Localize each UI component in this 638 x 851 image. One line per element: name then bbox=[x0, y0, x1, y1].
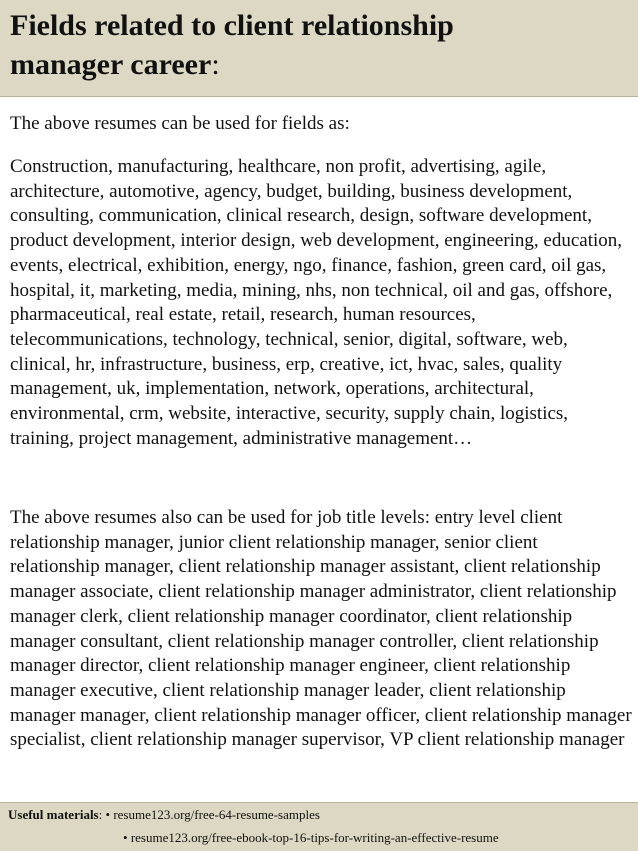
job-levels-paragraph: The above resumes also can be used for job title levels: entry level client relationship manager, junior client relationship manager, senior client relationship manager, client relationship manager assistant, client relationship manager associate, client relationship manager administrator, client relationship manager clerk, client relationship manager coordinator, client relationship manager consultant, client relationship manager controller, client relationship manager director, client relationship manager engineer, client relationship manager executive, client relationship manager leader, client relationship manager manager, client relationship manager officer, client relationship manager specialist, client relationship manager supervisor, VP client relationship manager bbox=[10, 507, 632, 751]
title-banner bbox=[0, 0, 638, 97]
useful-materials-label: Useful materials bbox=[8, 807, 99, 822]
resume-samples-link[interactable]: resume123.org/free-64-resume-samples bbox=[113, 807, 320, 822]
bullet-icon: • bbox=[105, 807, 111, 822]
intro-text: The above resumes can be used for fields as: bbox=[10, 113, 350, 134]
bullet-icon: • bbox=[123, 830, 128, 845]
page-title-colon: : bbox=[211, 48, 220, 81]
footer-line-2 bbox=[123, 828, 499, 847]
page-title-line1: Fields related to client relationship bbox=[10, 9, 454, 42]
useful-materials-colon: : bbox=[98, 807, 103, 822]
page-title bbox=[10, 6, 610, 84]
footer-line-1 bbox=[8, 805, 320, 824]
useful-materials-footer bbox=[0, 802, 638, 851]
page-title-line2: manager career bbox=[10, 48, 212, 81]
fields-paragraph: Construction, manufacturing, healthcare, non profit, advertising, agile, architecture, automotive, agency, budget, building, business development, consulting, communication, clinical research, design, software development, product development, interior design, web development, engineering, education, events, electrical, exhibition, energy, ngo, finance, fashion, green card, oil gas, hospital, it, marketing, media, mining, nhs, non technical, oil and gas, offshore, pharmaceutical, real estate, retail, research, human resources, telecommunications, technology, technical, senior, digital, software, web, clinical, hr, infrastructure, business, erp, creative, ict, hvac, sales, quality management, uk, implementation, network, operations, architectural, environmental, crm, website, interactive, security, supply chain, logistics, training, project management, administrative management… bbox=[10, 156, 623, 449]
ebook-tips-link[interactable]: resume123.org/free-ebook-top-16-tips-for-writing-an-effective-resume bbox=[130, 830, 499, 845]
